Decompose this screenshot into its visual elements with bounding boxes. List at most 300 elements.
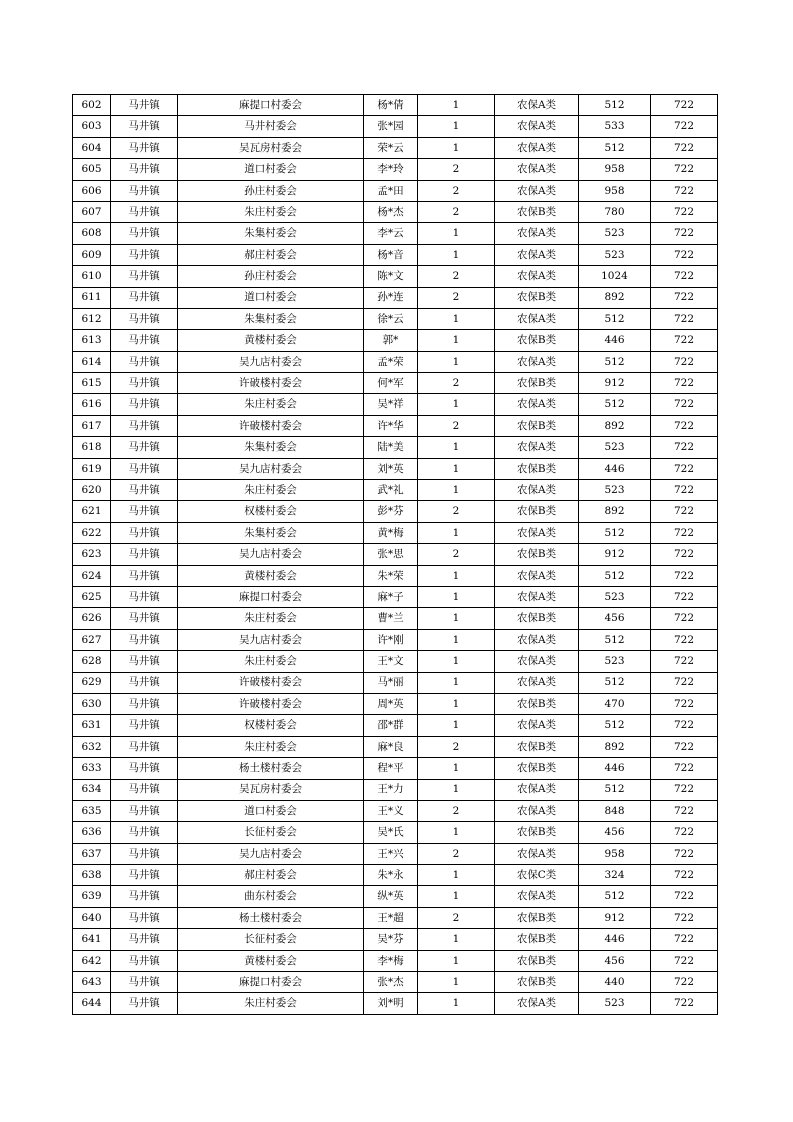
cell-count: 2	[418, 843, 495, 864]
cell-index: 624	[73, 565, 111, 586]
cell-code: 722	[651, 266, 718, 287]
cell-count: 1	[418, 116, 495, 137]
cell-category: 农保B类	[495, 330, 579, 351]
cell-code: 722	[651, 715, 718, 736]
cell-count: 1	[418, 779, 495, 800]
cell-code: 722	[651, 779, 718, 800]
cell-code: 722	[651, 244, 718, 265]
cell-code: 722	[651, 822, 718, 843]
cell-code: 722	[651, 865, 718, 886]
cell-category: 农保C类	[495, 865, 579, 886]
cell-code: 722	[651, 480, 718, 501]
cell-category: 农保A类	[495, 95, 579, 116]
cell-name: 许*华	[364, 415, 418, 436]
cell-category: 农保A类	[495, 672, 579, 693]
cell-amount: 512	[579, 715, 651, 736]
cell-category: 农保A类	[495, 244, 579, 265]
cell-name: 徐*云	[364, 308, 418, 329]
cell-count: 1	[418, 950, 495, 971]
table-row	[73, 266, 718, 287]
cell-category: 农保B类	[495, 201, 579, 222]
cell-amount: 512	[579, 629, 651, 650]
cell-category: 农保A类	[495, 651, 579, 672]
table-row	[73, 201, 718, 222]
cell-amount: 523	[579, 651, 651, 672]
cell-name: 朱*荣	[364, 565, 418, 586]
cell-count: 1	[418, 715, 495, 736]
cell-count: 2	[418, 544, 495, 565]
table-row	[73, 672, 718, 693]
cell-category: 农保A类	[495, 993, 579, 1014]
cell-category: 农保B类	[495, 907, 579, 928]
cell-village: 黄楼村委会	[178, 330, 364, 351]
cell-amount: 512	[579, 394, 651, 415]
cell-name: 王*超	[364, 907, 418, 928]
cell-index: 620	[73, 480, 111, 501]
cell-name: 程*平	[364, 758, 418, 779]
cell-code: 722	[651, 201, 718, 222]
cell-amount: 892	[579, 415, 651, 436]
cell-category: 农保A类	[495, 180, 579, 201]
cell-village: 曲东村委会	[178, 886, 364, 907]
cell-village: 吴九店村委会	[178, 629, 364, 650]
table-row	[73, 437, 718, 458]
cell-code: 722	[651, 351, 718, 372]
cell-name: 孟*荣	[364, 351, 418, 372]
table-row	[73, 458, 718, 479]
cell-category: 农保A类	[495, 437, 579, 458]
cell-town: 马井镇	[111, 159, 178, 180]
cell-amount: 892	[579, 501, 651, 522]
cell-index: 610	[73, 266, 111, 287]
cell-category: 农保B类	[495, 758, 579, 779]
table-row	[73, 95, 718, 116]
cell-count: 1	[418, 394, 495, 415]
cell-category: 农保A类	[495, 586, 579, 607]
cell-village: 权楼村委会	[178, 501, 364, 522]
table-row	[73, 159, 718, 180]
cell-amount: 456	[579, 608, 651, 629]
table-row	[73, 865, 718, 886]
cell-village: 朱庄村委会	[178, 651, 364, 672]
cell-code: 722	[651, 843, 718, 864]
cell-amount: 523	[579, 586, 651, 607]
cell-index: 617	[73, 415, 111, 436]
cell-village: 孙庄村委会	[178, 180, 364, 201]
cell-category: 农保A类	[495, 159, 579, 180]
cell-index: 634	[73, 779, 111, 800]
cell-town: 马井镇	[111, 373, 178, 394]
cell-code: 722	[651, 223, 718, 244]
table-row	[73, 480, 718, 501]
cell-count: 1	[418, 886, 495, 907]
cell-amount: 512	[579, 522, 651, 543]
cell-village: 吴九店村委会	[178, 458, 364, 479]
cell-category: 农保A类	[495, 394, 579, 415]
cell-name: 杨*倩	[364, 95, 418, 116]
cell-name: 孙*连	[364, 287, 418, 308]
cell-amount: 523	[579, 480, 651, 501]
table-row	[73, 223, 718, 244]
cell-town: 马井镇	[111, 437, 178, 458]
cell-count: 1	[418, 822, 495, 843]
cell-category: 农保B类	[495, 458, 579, 479]
table-row	[73, 244, 718, 265]
table-row	[73, 929, 718, 950]
table-row	[73, 308, 718, 329]
cell-category: 农保B类	[495, 693, 579, 714]
cell-town: 马井镇	[111, 180, 178, 201]
cell-village: 麻提口村委会	[178, 972, 364, 993]
cell-index: 633	[73, 758, 111, 779]
table-row	[73, 950, 718, 971]
cell-index: 616	[73, 394, 111, 415]
table-body	[73, 95, 718, 1015]
cell-amount: 512	[579, 351, 651, 372]
cell-count: 1	[418, 651, 495, 672]
cell-village: 朱庄村委会	[178, 394, 364, 415]
cell-village: 朱集村委会	[178, 223, 364, 244]
cell-count: 1	[418, 137, 495, 158]
table-row	[73, 886, 718, 907]
cell-town: 马井镇	[111, 822, 178, 843]
cell-index: 627	[73, 629, 111, 650]
cell-count: 1	[418, 308, 495, 329]
cell-count: 2	[418, 266, 495, 287]
cell-amount: 892	[579, 287, 651, 308]
cell-index: 619	[73, 458, 111, 479]
cell-count: 1	[418, 95, 495, 116]
cell-town: 马井镇	[111, 972, 178, 993]
table-row	[73, 758, 718, 779]
cell-name: 吴*祥	[364, 394, 418, 415]
cell-count: 1	[418, 330, 495, 351]
cell-name: 王*文	[364, 651, 418, 672]
cell-name: 吴*芬	[364, 929, 418, 950]
cell-name: 麻*良	[364, 736, 418, 757]
cell-amount: 523	[579, 223, 651, 244]
table-row	[73, 330, 718, 351]
cell-name: 何*军	[364, 373, 418, 394]
cell-index: 604	[73, 137, 111, 158]
cell-name: 黄*梅	[364, 522, 418, 543]
table-row	[73, 736, 718, 757]
cell-amount: 512	[579, 308, 651, 329]
cell-village: 朱集村委会	[178, 437, 364, 458]
cell-town: 马井镇	[111, 865, 178, 886]
table-row	[73, 501, 718, 522]
cell-town: 马井镇	[111, 608, 178, 629]
cell-category: 农保A类	[495, 886, 579, 907]
cell-town: 马井镇	[111, 672, 178, 693]
cell-name: 陆*美	[364, 437, 418, 458]
benefit-table	[72, 94, 718, 1015]
cell-amount: 958	[579, 180, 651, 201]
cell-amount: 446	[579, 929, 651, 950]
cell-name: 孟*田	[364, 180, 418, 201]
cell-index: 636	[73, 822, 111, 843]
cell-village: 杨土楼村委会	[178, 758, 364, 779]
table-row	[73, 373, 718, 394]
cell-amount: 440	[579, 972, 651, 993]
cell-count: 1	[418, 586, 495, 607]
cell-amount: 912	[579, 373, 651, 394]
cell-category: 农保B类	[495, 608, 579, 629]
cell-count: 1	[418, 565, 495, 586]
cell-code: 722	[651, 287, 718, 308]
cell-code: 722	[651, 137, 718, 158]
table-row	[73, 693, 718, 714]
cell-code: 722	[651, 565, 718, 586]
cell-name: 邵*群	[364, 715, 418, 736]
cell-village: 道口村委会	[178, 800, 364, 821]
table-row	[73, 351, 718, 372]
cell-code: 722	[651, 394, 718, 415]
cell-code: 722	[651, 501, 718, 522]
cell-index: 623	[73, 544, 111, 565]
cell-code: 722	[651, 116, 718, 137]
cell-village: 吴九店村委会	[178, 544, 364, 565]
cell-village: 郝庄村委会	[178, 244, 364, 265]
cell-town: 马井镇	[111, 244, 178, 265]
cell-count: 1	[418, 865, 495, 886]
cell-index: 605	[73, 159, 111, 180]
cell-count: 1	[418, 929, 495, 950]
cell-category: 农保B类	[495, 544, 579, 565]
cell-count: 1	[418, 629, 495, 650]
cell-village: 朱庄村委会	[178, 480, 364, 501]
cell-amount: 892	[579, 736, 651, 757]
cell-village: 许破楼村委会	[178, 373, 364, 394]
cell-code: 722	[651, 159, 718, 180]
cell-village: 吴瓦房村委会	[178, 137, 364, 158]
cell-code: 722	[651, 950, 718, 971]
cell-count: 2	[418, 800, 495, 821]
cell-index: 621	[73, 501, 111, 522]
cell-code: 722	[651, 736, 718, 757]
cell-village: 长征村委会	[178, 929, 364, 950]
cell-village: 麻提口村委会	[178, 95, 364, 116]
cell-index: 603	[73, 116, 111, 137]
cell-name: 朱*永	[364, 865, 418, 886]
cell-town: 马井镇	[111, 308, 178, 329]
cell-index: 622	[73, 522, 111, 543]
cell-category: 农保A类	[495, 715, 579, 736]
cell-village: 吴九店村委会	[178, 351, 364, 372]
cell-code: 722	[651, 972, 718, 993]
cell-village: 朱庄村委会	[178, 608, 364, 629]
cell-amount: 912	[579, 544, 651, 565]
cell-amount: 912	[579, 907, 651, 928]
table-row	[73, 907, 718, 928]
cell-town: 马井镇	[111, 950, 178, 971]
cell-amount: 512	[579, 137, 651, 158]
cell-village: 许破楼村委会	[178, 415, 364, 436]
cell-category: 农保A类	[495, 116, 579, 137]
cell-code: 722	[651, 415, 718, 436]
table-row	[73, 565, 718, 586]
cell-town: 马井镇	[111, 287, 178, 308]
cell-category: 农保B类	[495, 822, 579, 843]
cell-category: 农保A类	[495, 308, 579, 329]
cell-village: 朱集村委会	[178, 308, 364, 329]
cell-name: 荣*云	[364, 137, 418, 158]
cell-count: 2	[418, 159, 495, 180]
cell-town: 马井镇	[111, 394, 178, 415]
cell-code: 722	[651, 180, 718, 201]
cell-index: 628	[73, 651, 111, 672]
cell-town: 马井镇	[111, 501, 178, 522]
cell-village: 吴瓦房村委会	[178, 779, 364, 800]
cell-town: 马井镇	[111, 223, 178, 244]
cell-amount: 533	[579, 116, 651, 137]
cell-town: 马井镇	[111, 800, 178, 821]
cell-village: 朱庄村委会	[178, 993, 364, 1014]
cell-village: 朱庄村委会	[178, 736, 364, 757]
cell-village: 朱庄村委会	[178, 201, 364, 222]
cell-town: 马井镇	[111, 736, 178, 757]
cell-name: 马*丽	[364, 672, 418, 693]
cell-count: 1	[418, 758, 495, 779]
cell-name: 郭*	[364, 330, 418, 351]
cell-category: 农保A类	[495, 480, 579, 501]
cell-code: 722	[651, 437, 718, 458]
cell-count: 1	[418, 972, 495, 993]
cell-category: 农保A类	[495, 522, 579, 543]
cell-count: 2	[418, 373, 495, 394]
cell-index: 630	[73, 693, 111, 714]
table-row	[73, 586, 718, 607]
cell-village: 郝庄村委会	[178, 865, 364, 886]
cell-count: 1	[418, 458, 495, 479]
cell-amount: 446	[579, 458, 651, 479]
cell-index: 625	[73, 586, 111, 607]
cell-name: 李*玲	[364, 159, 418, 180]
cell-count: 1	[418, 351, 495, 372]
cell-count: 1	[418, 437, 495, 458]
cell-amount: 512	[579, 779, 651, 800]
cell-name: 纵*英	[364, 886, 418, 907]
cell-count: 2	[418, 415, 495, 436]
cell-town: 马井镇	[111, 458, 178, 479]
cell-category: 农保A类	[495, 351, 579, 372]
cell-code: 722	[651, 95, 718, 116]
cell-village: 道口村委会	[178, 159, 364, 180]
cell-code: 722	[651, 544, 718, 565]
table-row	[73, 415, 718, 436]
cell-name: 刘*英	[364, 458, 418, 479]
cell-village: 道口村委会	[178, 287, 364, 308]
cell-name: 陈*文	[364, 266, 418, 287]
cell-town: 马井镇	[111, 929, 178, 950]
cell-index: 639	[73, 886, 111, 907]
cell-amount: 470	[579, 693, 651, 714]
cell-index: 626	[73, 608, 111, 629]
cell-town: 马井镇	[111, 480, 178, 501]
cell-count: 1	[418, 693, 495, 714]
cell-village: 麻提口村委会	[178, 586, 364, 607]
cell-code: 722	[651, 373, 718, 394]
cell-town: 马井镇	[111, 116, 178, 137]
table-row	[73, 800, 718, 821]
cell-town: 马井镇	[111, 651, 178, 672]
cell-name: 彭*芬	[364, 501, 418, 522]
cell-index: 602	[73, 95, 111, 116]
cell-index: 635	[73, 800, 111, 821]
table-row	[73, 394, 718, 415]
cell-amount: 446	[579, 758, 651, 779]
cell-name: 王*兴	[364, 843, 418, 864]
cell-village: 权楼村委会	[178, 715, 364, 736]
cell-category: 农保B类	[495, 950, 579, 971]
cell-index: 643	[73, 972, 111, 993]
cell-name: 刘*明	[364, 993, 418, 1014]
cell-code: 722	[651, 651, 718, 672]
cell-town: 马井镇	[111, 565, 178, 586]
table-row	[73, 993, 718, 1014]
cell-code: 722	[651, 693, 718, 714]
cell-village: 许破楼村委会	[178, 693, 364, 714]
cell-category: 农保A类	[495, 843, 579, 864]
cell-index: 606	[73, 180, 111, 201]
cell-name: 李*梅	[364, 950, 418, 971]
cell-code: 722	[651, 330, 718, 351]
cell-amount: 324	[579, 865, 651, 886]
cell-index: 631	[73, 715, 111, 736]
cell-index: 629	[73, 672, 111, 693]
cell-code: 722	[651, 458, 718, 479]
cell-amount: 848	[579, 800, 651, 821]
cell-category: 农保B类	[495, 415, 579, 436]
cell-index: 611	[73, 287, 111, 308]
cell-index: 607	[73, 201, 111, 222]
table-row	[73, 629, 718, 650]
table-row	[73, 715, 718, 736]
table-row	[73, 822, 718, 843]
cell-count: 1	[418, 993, 495, 1014]
table-row	[73, 544, 718, 565]
cell-index: 608	[73, 223, 111, 244]
cell-name: 王*力	[364, 779, 418, 800]
cell-code: 722	[651, 586, 718, 607]
cell-index: 644	[73, 993, 111, 1014]
table-row	[73, 608, 718, 629]
cell-count: 2	[418, 287, 495, 308]
cell-amount: 523	[579, 244, 651, 265]
cell-count: 1	[418, 244, 495, 265]
cell-count: 2	[418, 180, 495, 201]
table-row	[73, 137, 718, 158]
table-row	[73, 116, 718, 137]
cell-count: 2	[418, 201, 495, 222]
cell-village: 马井村委会	[178, 116, 364, 137]
cell-town: 马井镇	[111, 843, 178, 864]
cell-name: 王*义	[364, 800, 418, 821]
cell-village: 许破楼村委会	[178, 672, 364, 693]
cell-count: 2	[418, 736, 495, 757]
cell-code: 722	[651, 522, 718, 543]
cell-town: 马井镇	[111, 522, 178, 543]
cell-count: 1	[418, 223, 495, 244]
table-row	[73, 843, 718, 864]
cell-code: 722	[651, 629, 718, 650]
cell-category: 农保A类	[495, 800, 579, 821]
cell-amount: 512	[579, 95, 651, 116]
cell-category: 农保B类	[495, 287, 579, 308]
cell-index: 641	[73, 929, 111, 950]
cell-amount: 446	[579, 330, 651, 351]
cell-name: 张*园	[364, 116, 418, 137]
